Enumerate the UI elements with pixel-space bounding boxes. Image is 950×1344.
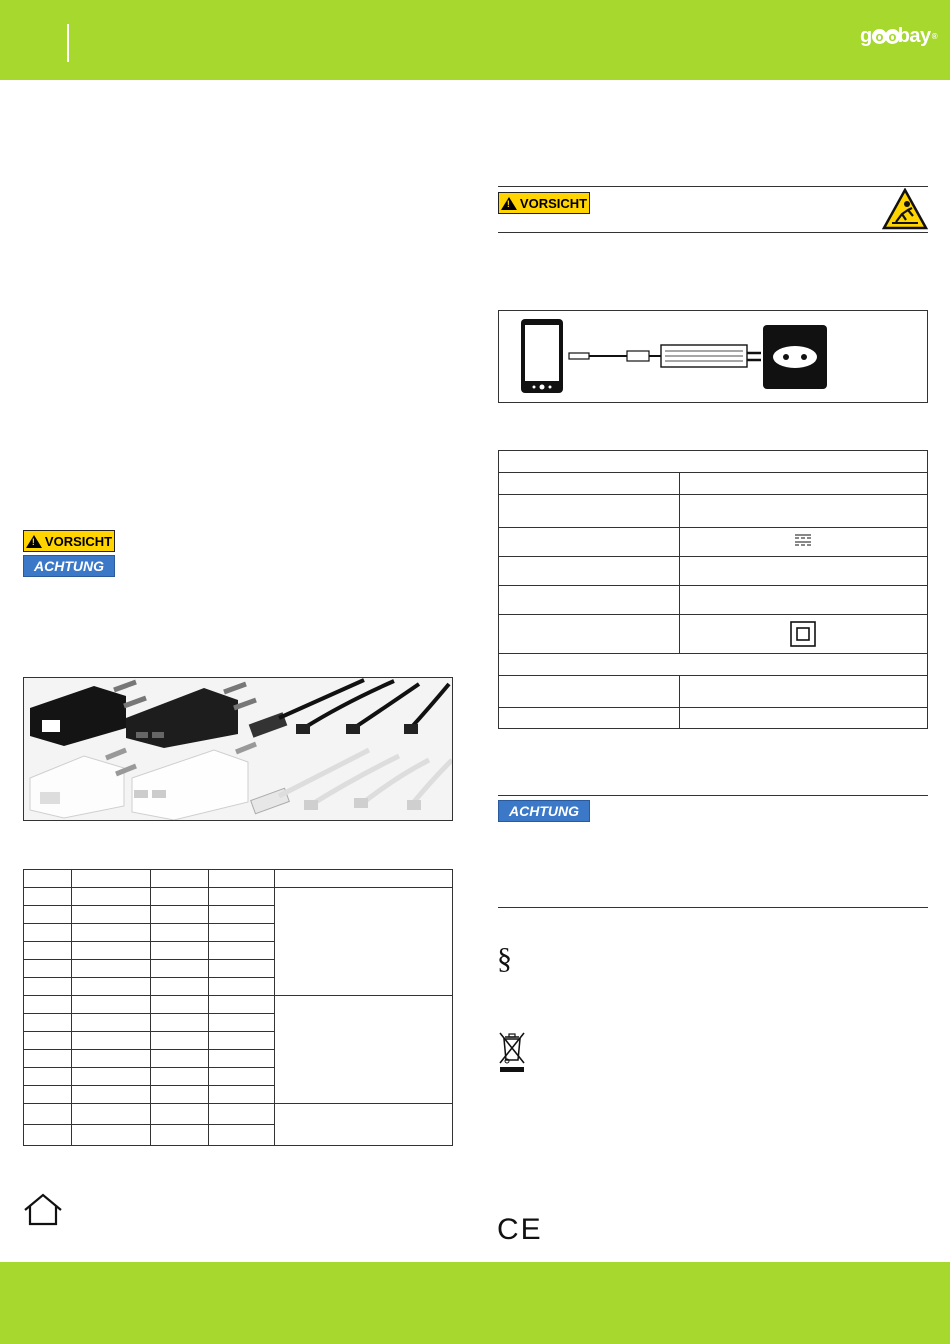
table-row — [499, 473, 928, 495]
dc-symbol-icon — [793, 532, 813, 548]
technical-data-table — [498, 450, 928, 729]
table-row — [499, 528, 928, 557]
table-header-cell — [71, 870, 150, 888]
table-header-cell — [275, 870, 453, 888]
product-photo — [23, 677, 453, 821]
footer-bar — [0, 1262, 950, 1344]
protection-class-ii-icon — [790, 621, 816, 647]
ce-mark-icon: CE — [497, 1213, 543, 1246]
house-icon — [23, 1193, 63, 1226]
divider-line — [498, 186, 928, 187]
vorsicht-badge-right: ! VORSICHT — [498, 192, 590, 214]
table-row — [499, 708, 928, 729]
connection-diagram — [498, 310, 928, 403]
table-header-cell — [208, 870, 275, 888]
divider-line — [498, 795, 928, 796]
trip-hazard-icon — [882, 188, 928, 230]
vorsicht-badge-left: ! VORSICHT — [23, 530, 115, 552]
table-row — [499, 495, 928, 528]
warning-triangle-icon — [26, 535, 42, 548]
crossed-bin-icon — [498, 1031, 526, 1073]
table-row — [24, 996, 453, 1014]
table-row — [24, 888, 453, 906]
table-row — [499, 615, 928, 654]
warning-triangle-icon — [501, 197, 517, 210]
table-header-cell — [24, 870, 72, 888]
achtung-badge-left: ACHTUNG — [23, 555, 115, 577]
table-header-cell — [150, 870, 208, 888]
table-row — [499, 557, 928, 586]
table-row — [499, 451, 928, 473]
goobay-logo: g o o bay ® — [860, 24, 938, 47]
table-row — [499, 676, 928, 708]
header-divider — [67, 24, 69, 62]
table-row — [499, 654, 928, 676]
model-table — [23, 869, 453, 1146]
section-sign-icon: § — [497, 942, 512, 975]
divider-line — [498, 907, 928, 908]
table-row — [24, 1104, 453, 1125]
achtung-badge-right: ACHTUNG — [498, 800, 590, 822]
header-bar — [0, 0, 950, 80]
table-row — [499, 586, 928, 615]
divider-line — [498, 232, 928, 233]
